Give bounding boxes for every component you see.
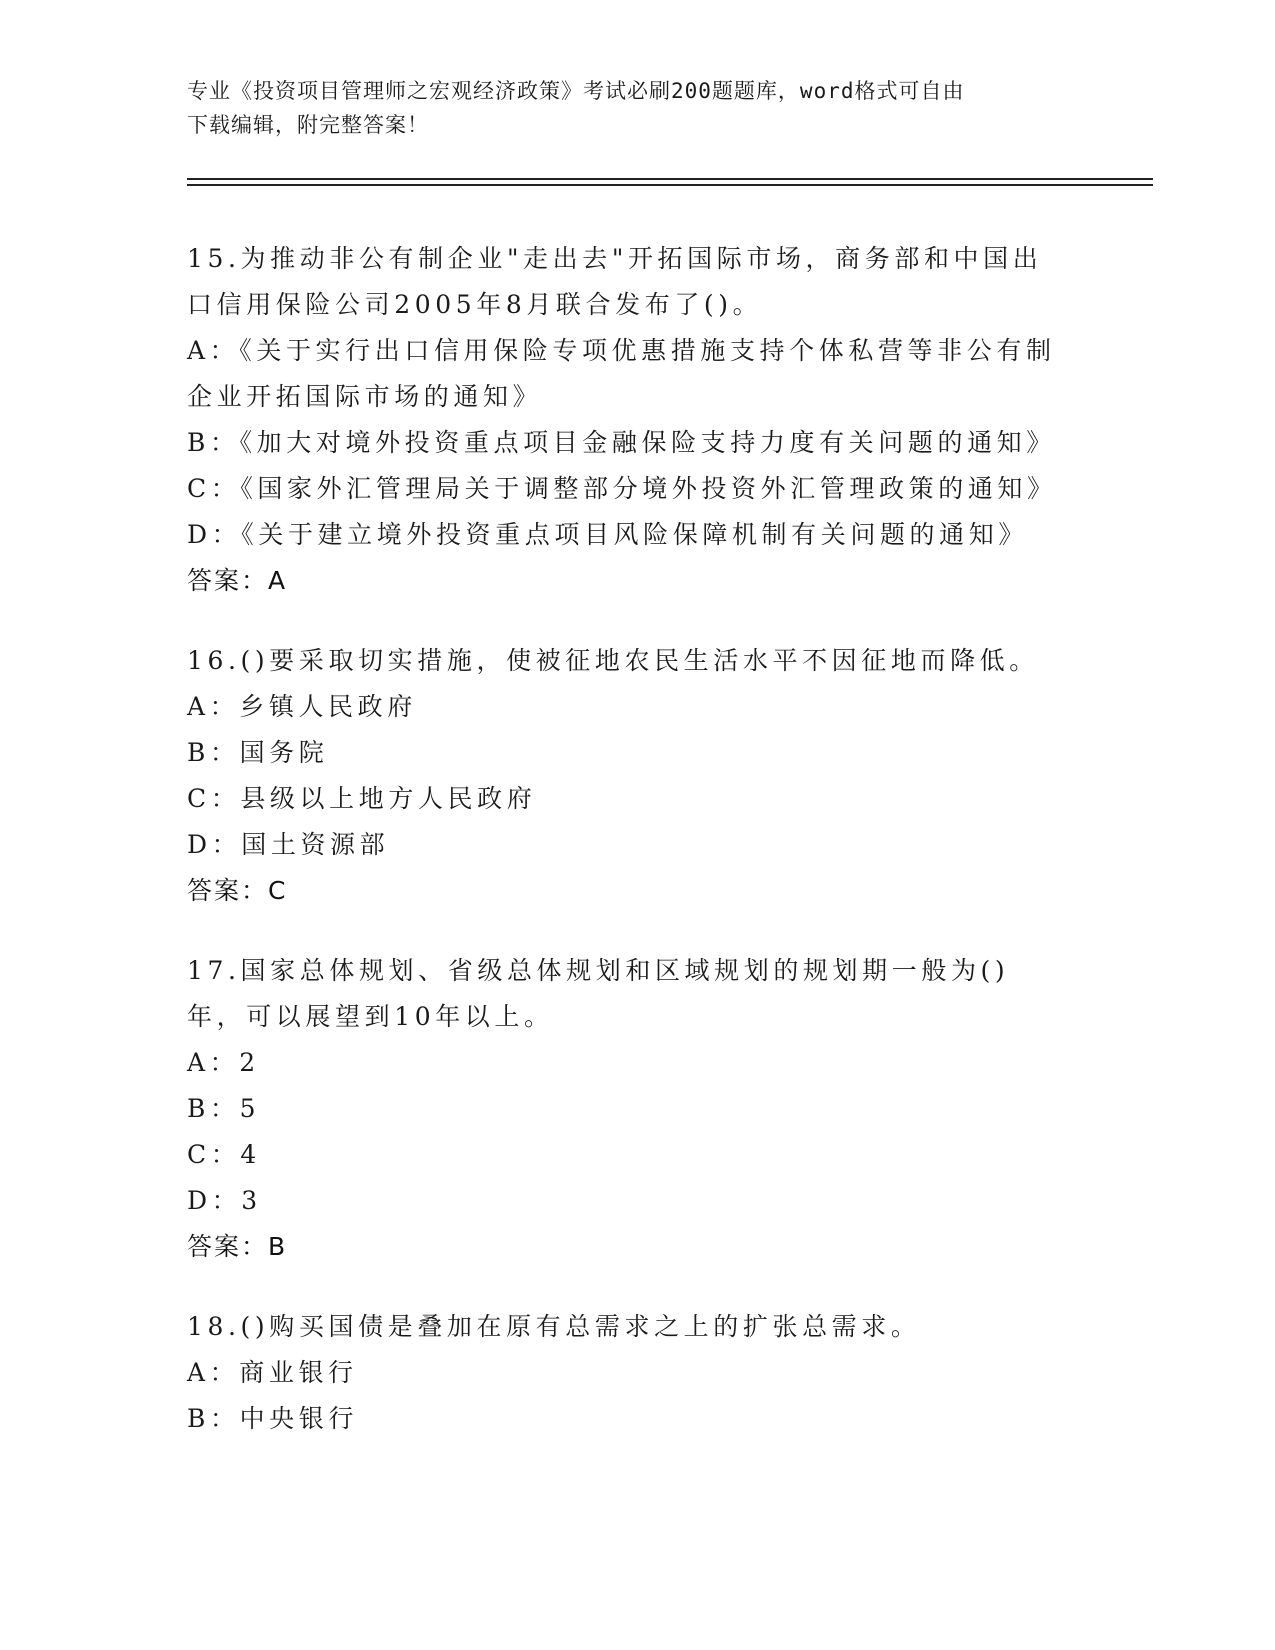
question-stem: 18.()购买国债是叠加在原有总需求之上的扩张总需求。 xyxy=(187,1312,921,1341)
question-17 xyxy=(187,948,1067,1270)
answer-label: 答案：B xyxy=(187,1232,288,1261)
document-header xyxy=(187,74,1087,142)
question-stem: 15.为推动非公有制企业"走出去"开拓国际市场，商务部和中国出口信用保险公司2005年8月联合发布了()。 xyxy=(187,244,1043,319)
option-a: A：乡镇人民政府 xyxy=(187,692,417,721)
option-d: D：《关于建立境外投资重点项目风险保障机制有关问题的通知》 xyxy=(187,520,1028,549)
option-d: D：3 xyxy=(187,1186,262,1215)
header-title-line-1: 专业《投资项目管理师之宏观经济政策》考试必刷200题题库，word格式可自由 xyxy=(187,79,965,103)
header-divider-top xyxy=(187,178,1153,180)
header-title-line-2: 下载编辑，附完整答案！ xyxy=(187,113,429,137)
question-18 xyxy=(187,1304,1067,1442)
option-b: B：5 xyxy=(187,1094,261,1123)
option-c: C：县级以上地方人民政府 xyxy=(187,784,537,813)
option-a: A：商业银行 xyxy=(187,1358,358,1387)
question-list xyxy=(187,236,1067,1476)
question-stem: 17.国家总体规划、省级总体规划和区域规划的规划期一般为()年，可以展望到10年以上。 xyxy=(187,956,1010,1031)
option-c: C：4 xyxy=(187,1140,261,1169)
question-16 xyxy=(187,638,1067,914)
option-a: A：《关于实行出口信用保险专项优惠措施支持个体私营等非公有制企业开拓国际市场的通知》 xyxy=(187,336,1056,411)
option-a: A：2 xyxy=(187,1048,260,1077)
option-b: B：《加大对境外投资重点项目金融保险支持力度有关问题的通知》 xyxy=(187,428,1056,457)
header-divider-bottom xyxy=(187,184,1153,186)
option-c: C：《国家外汇管理局关于调整部分境外投资外汇管理政策的通知》 xyxy=(187,474,1057,503)
option-b: B：国务院 xyxy=(187,738,329,767)
option-d: D：国土资源部 xyxy=(187,830,390,859)
question-stem: 16.()要采取切实措施，使被征地农民生活水平不因征地而降低。 xyxy=(187,646,1039,675)
answer-label: 答案：C xyxy=(187,876,288,905)
question-15 xyxy=(187,236,1067,604)
answer-label: 答案：A xyxy=(187,566,288,595)
option-b: B：中央银行 xyxy=(187,1404,358,1433)
